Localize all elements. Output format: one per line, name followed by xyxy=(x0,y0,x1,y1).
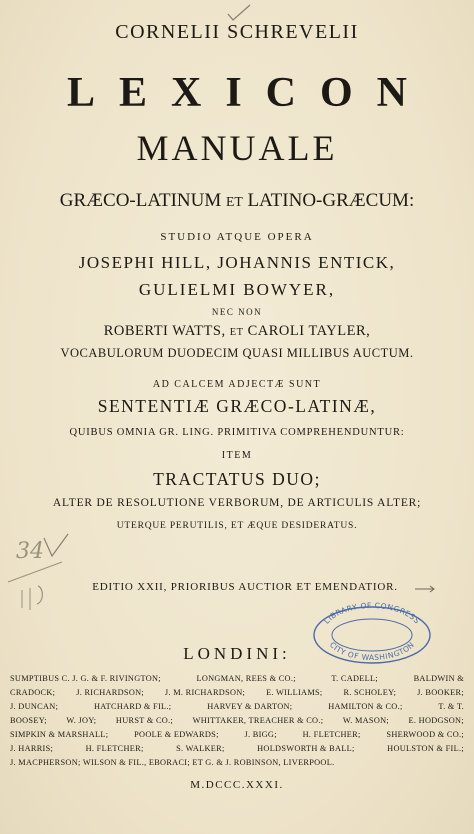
stamp-top-text: LIBRARY OF CONGRESS xyxy=(322,600,422,626)
imprint-entry: W. JOY; xyxy=(66,716,97,725)
imprint-line-3 xyxy=(10,703,464,711)
editors-line-2: GULIELMI BOWYER, xyxy=(138,280,336,299)
languages-part2: LATINO-GRÆCUM: xyxy=(247,190,415,211)
editors-line-3 xyxy=(0,324,474,339)
imprint-entry: J. HARRIS; xyxy=(10,744,54,753)
imprint-entry: SHERWOOD & CO.; xyxy=(386,730,464,739)
imprint-entry: HOULSTON & FIL.; xyxy=(387,744,464,753)
imprint-entry: R. SCHOLEY; xyxy=(343,688,397,697)
svg-text:LIBRARY OF CONGRESS xyxy=(322,601,422,626)
pencil-dash-mark xyxy=(414,584,438,594)
imprint-entry: SUMPTIBUS C. J. G. & F. RIVINGTON; xyxy=(10,674,161,683)
imprint-entry: LONGMAN, REES & CO.; xyxy=(196,674,296,683)
imprint-line-6 xyxy=(10,745,464,753)
imprint-entry: T. & T. xyxy=(438,702,464,711)
city-line: LONDINI: xyxy=(183,644,291,663)
imprint-entry: BOOSEY; xyxy=(10,716,47,725)
book-subtitle: MANUALE xyxy=(136,128,338,168)
imprint-entry: BALDWIN & xyxy=(413,674,464,683)
pencil-margin-note xyxy=(4,528,74,614)
imprint-last: J. MACPHERSON; WILSON & FIL., EBORACI; ET G. & J. ROBINSON, LIVERPOOL. xyxy=(10,758,335,767)
nec-non-line: NEC NON xyxy=(211,307,263,317)
editors3-conj: ET xyxy=(229,327,244,338)
imprint-entry: HURST & CO.; xyxy=(115,716,174,725)
book-title: LEXICON xyxy=(66,70,432,116)
imprint-entry: WHITTAKER, TREACHER & CO.; xyxy=(192,716,324,725)
languages-conj: ET xyxy=(226,194,243,209)
edition-line: EDITIO XXII, PRIORIBUS AUCTIOR ET EMENDATIOR. xyxy=(92,581,398,593)
imprint-entry: CRADOCK; xyxy=(10,688,56,697)
imprint-line-5 xyxy=(10,731,464,739)
imprint-entry: E. WILLIAMS; xyxy=(266,688,323,697)
languages-line xyxy=(0,191,474,210)
editors-line-1: JOSEPHI HILL, JOHANNIS ENTICK, xyxy=(78,253,396,272)
stamp-bottom-text: CITY OF WASHINGTON xyxy=(327,640,417,663)
imprint-entry: HATCHARD & FIL.; xyxy=(93,702,172,711)
imprint-entry: J. BIGG; xyxy=(244,730,277,739)
tractatus-line: TRACTATUS DUO; xyxy=(153,469,321,489)
imprint-entry: H. FLETCHER; xyxy=(85,744,144,753)
ad-calcem-line: AD CALCEM ADJECTÆ SUNT xyxy=(152,379,322,390)
imprint-entry: T. CADELL; xyxy=(331,674,379,683)
editors3-part2: CAROLI TAYLER, xyxy=(247,323,371,339)
imprint-line-4 xyxy=(10,717,464,725)
author-name: CORNELII SCHREVELII xyxy=(115,21,359,43)
vocabulorum-line: VOCABULORUM DUODECIM QUASI MILLIBUS AUCTUM. xyxy=(60,346,414,360)
imprint-entry: W. MASON; xyxy=(342,716,390,725)
imprint-entry: H. FLETCHER; xyxy=(302,730,361,739)
item-line: ITEM xyxy=(221,450,253,461)
editors3-part1: ROBERTI WATTS, xyxy=(103,323,226,339)
imprint-entry: J. M. RICHARDSON; xyxy=(164,688,246,697)
imprint-entry: S. WALKER; xyxy=(176,744,225,753)
quibus-line: QUIBUS OMNIA GR. LING. PRIMITIVA COMPREHENDUNTUR: xyxy=(69,427,405,438)
publication-date: M.DCCC.XXXI. xyxy=(190,779,284,791)
languages-part1: GRÆCO-LATINUM xyxy=(59,190,222,211)
imprint-entry: J. RICHARDSON; xyxy=(76,688,145,697)
imprint-entry: J. BOOKER; xyxy=(417,688,464,697)
imprint-entry: J. DUNCAN; xyxy=(10,702,59,711)
imprint-entry: HAMILTON & CO.; xyxy=(328,702,403,711)
imprint-line-2 xyxy=(10,689,464,697)
imprint-entry: E. HODGSON; xyxy=(408,716,464,725)
sententiae-line: SENTENTIÆ GRÆCO-LATINÆ, xyxy=(97,396,377,416)
alter-line: ALTER DE RESOLUTIONE VERBORUM, DE ARTICULIS ALTER; xyxy=(52,497,422,509)
imprint-line-7 xyxy=(10,759,464,767)
margin-note-text: 34 xyxy=(16,539,44,564)
imprint-line-1 xyxy=(10,675,464,683)
imprint-entry: POOLE & EDWARDS; xyxy=(134,730,219,739)
imprint-entry: HOLDSWORTH & BALL; xyxy=(257,744,355,753)
studio-line: STUDIO ATQUE OPERA xyxy=(160,231,314,243)
imprint-entry: SIMPKIN & MARSHALL; xyxy=(10,730,109,739)
uterque-line: UTERQUE PERUTILIS, ET ÆQUE DESIDERATUS. xyxy=(116,521,358,531)
imprint-entry: HARVEY & DARTON; xyxy=(207,702,293,711)
